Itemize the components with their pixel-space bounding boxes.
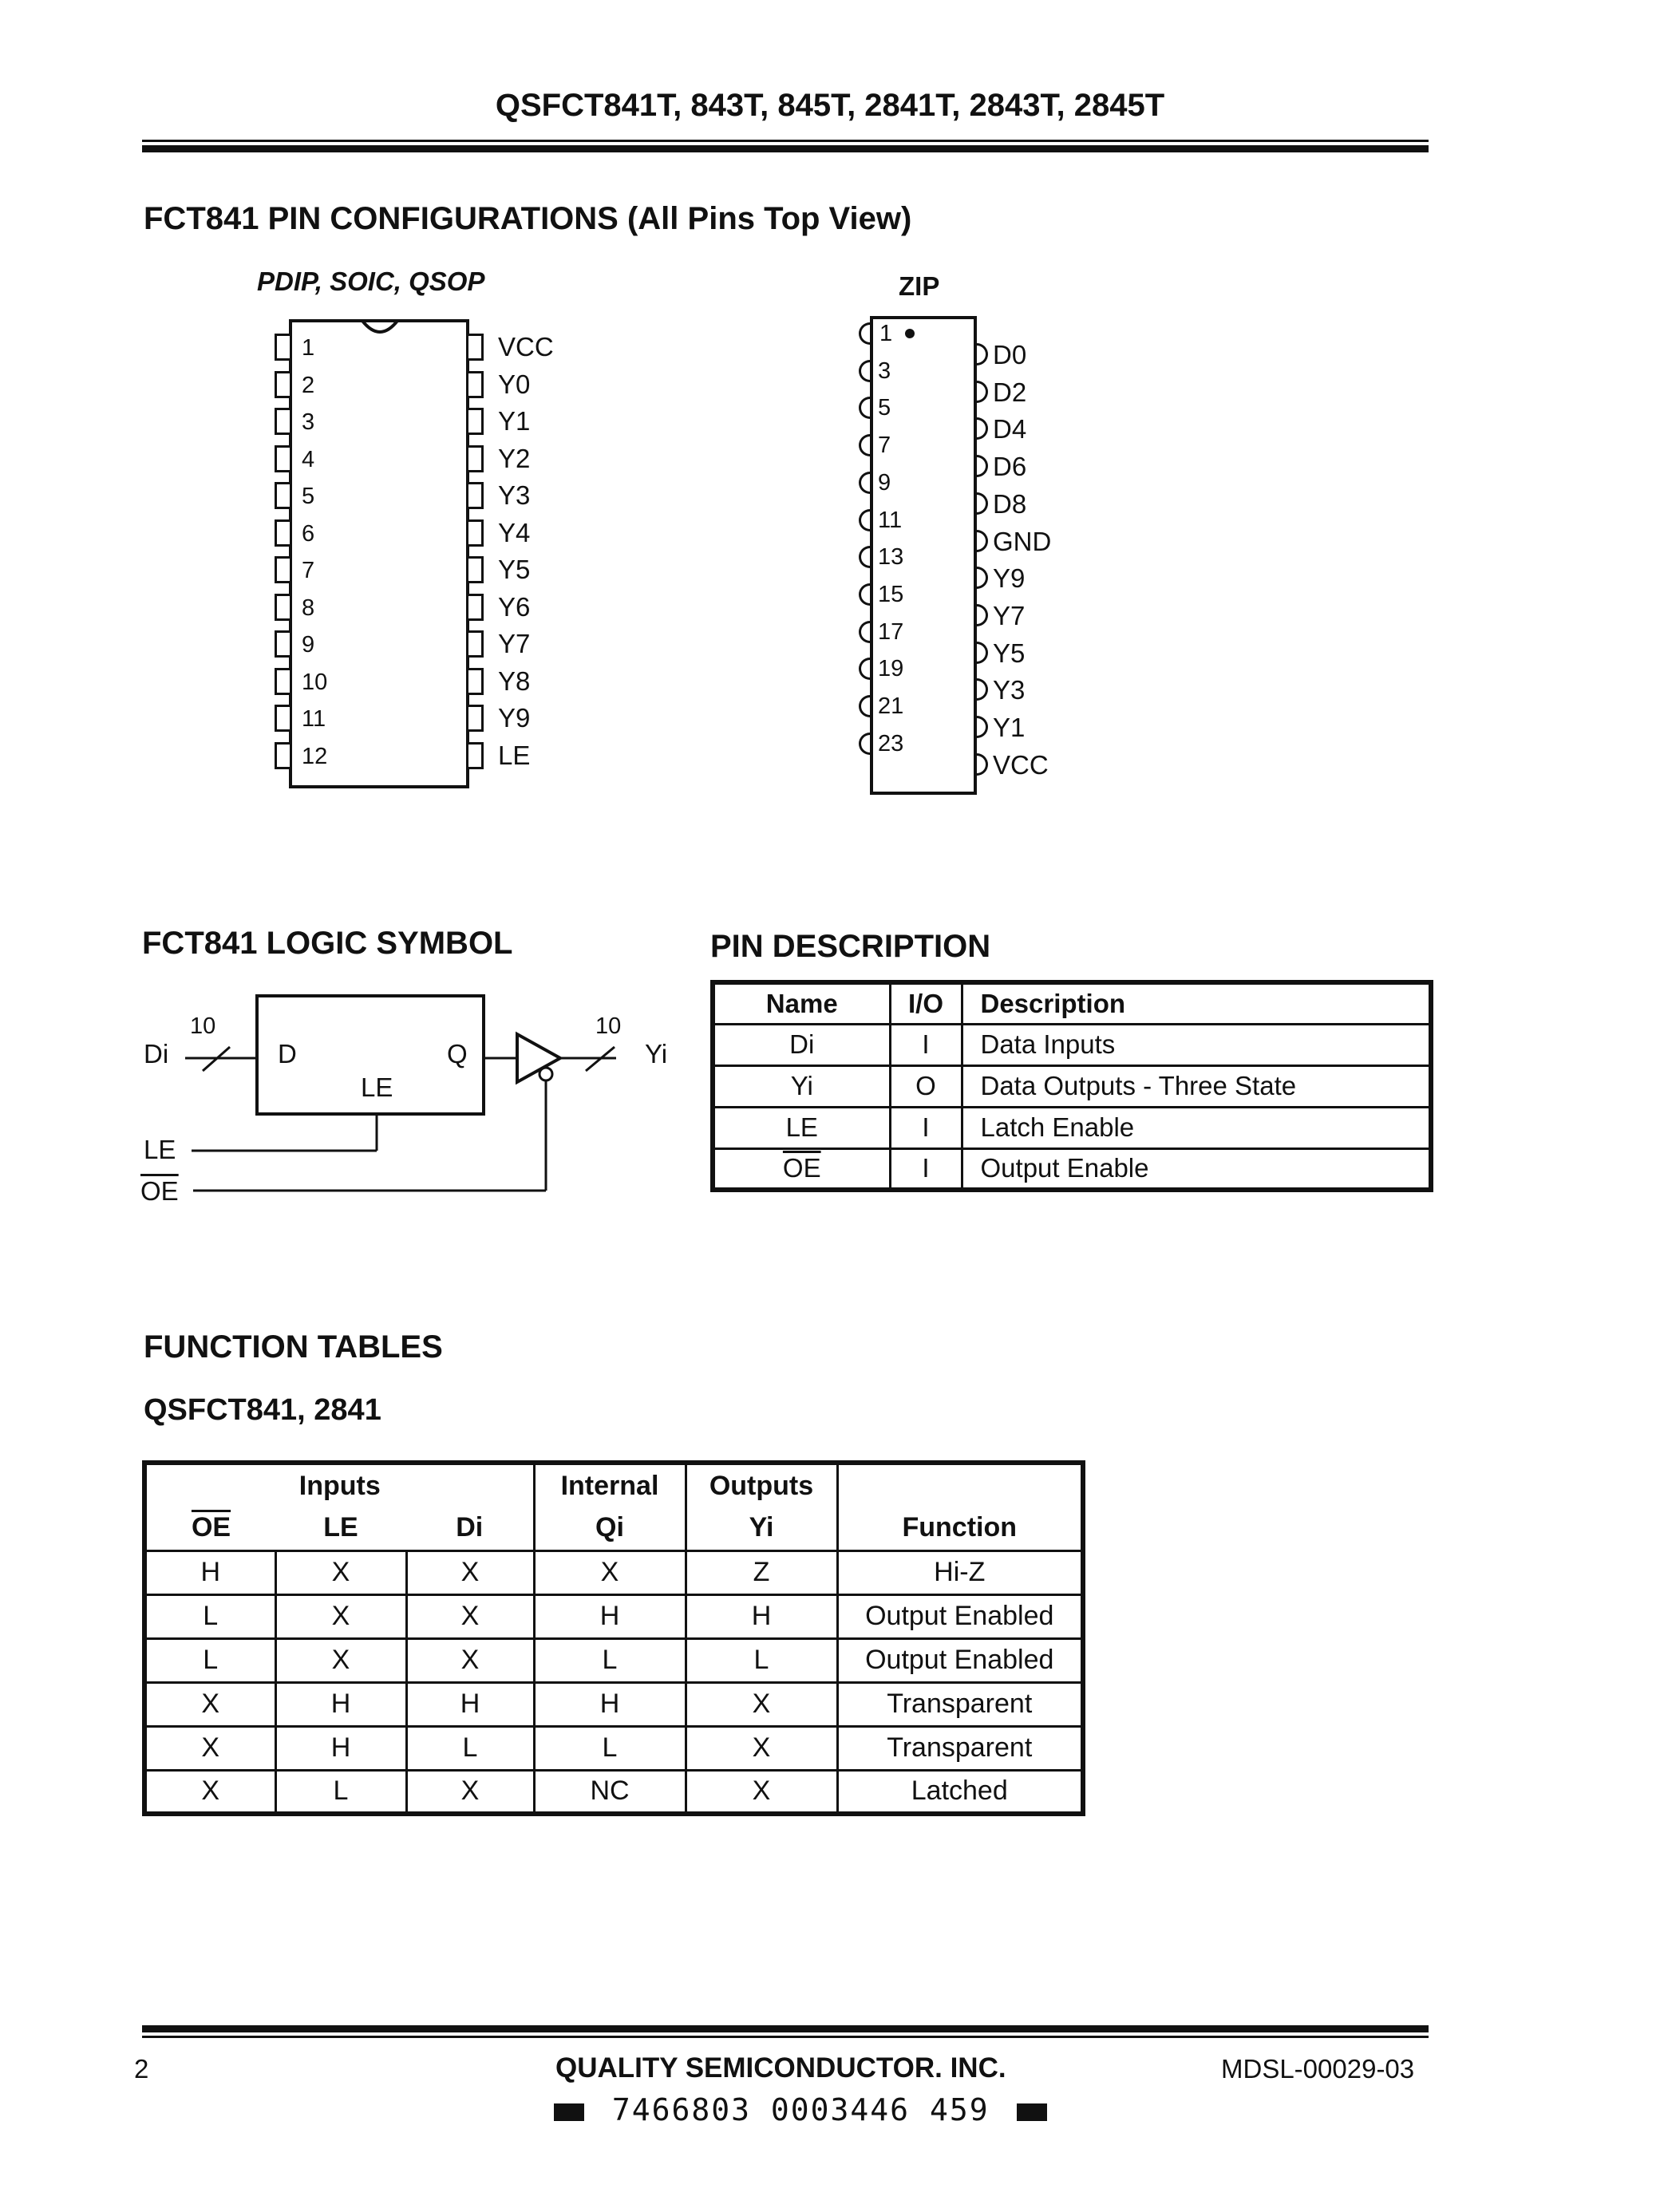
zip-pin-name-right: D6 xyxy=(993,452,1027,481)
zip-pin-semicircle-right xyxy=(977,678,988,701)
pin-config-title: FCT841 PIN CONFIGURATIONS (All Pins Top View) xyxy=(144,201,912,236)
zip-pin-semicircle-right xyxy=(977,455,988,477)
dip-pin-box-right xyxy=(466,445,484,472)
dip-pin-name-right: Y9 xyxy=(498,703,531,733)
zip-pin-semicircle-left xyxy=(859,695,870,717)
zip-pin-semicircle-right xyxy=(977,530,988,552)
zip-pin-name-right: D2 xyxy=(993,377,1027,407)
zip-pin-semicircle-left xyxy=(859,658,870,680)
dip-pin-box-left xyxy=(275,445,292,472)
pd-header-description: Description xyxy=(962,982,1431,1024)
ft-cell-le: L xyxy=(275,1770,406,1814)
pd-cell-io: I xyxy=(890,1148,962,1190)
ft-cell-function: Hi-Z xyxy=(837,1550,1083,1594)
dip-pin-box-right xyxy=(466,519,484,547)
dip-pin-box-right xyxy=(466,705,484,732)
ft-col-qi: Qi xyxy=(534,1507,686,1550)
zip-pin-name-right: D8 xyxy=(993,489,1027,519)
pd-cell-description: Data Inputs xyxy=(962,1024,1431,1065)
zip-pin-semicircle-left xyxy=(859,360,870,382)
pd-header-name: Name xyxy=(713,982,890,1024)
ft-cell-di: X xyxy=(406,1550,534,1594)
pd-cell-description: Data Outputs - Three State xyxy=(962,1065,1431,1107)
zip-pin-number-left: 15 xyxy=(878,582,904,607)
dip-pin-box-left xyxy=(275,334,292,361)
zip-package-label: ZIP xyxy=(899,271,940,301)
table-row xyxy=(144,1594,1083,1638)
barcode-block-left xyxy=(554,2103,584,2121)
dip-pin-name-right: Y6 xyxy=(498,592,531,622)
pd-cell-description: Output Enable xyxy=(962,1148,1431,1190)
zip-pin-number-left: 23 xyxy=(878,731,904,756)
header-rule-thin xyxy=(142,140,1429,142)
pd-cell-name: $\overline{OE}$ xyxy=(713,1148,890,1190)
ft-cell-di: H xyxy=(406,1682,534,1726)
function-table-group-header-row xyxy=(144,1463,1083,1507)
function-table-subtitle: QSFCT841, 2841 xyxy=(144,1393,381,1427)
dip-pin-box-left xyxy=(275,556,292,583)
ft-cell-qi: L xyxy=(534,1638,686,1682)
zip-pin-semicircle-right xyxy=(977,417,988,440)
footer-rule-thin xyxy=(142,2036,1429,2038)
footer-doc-id: MDSL-00029-03 xyxy=(1221,2054,1415,2084)
zip-pin-semicircle-right xyxy=(977,492,988,515)
ft-cell-le: H xyxy=(275,1682,406,1726)
zip-pin1-dot xyxy=(905,329,915,338)
buffer-enable-bubble xyxy=(540,1068,552,1080)
pd-cell-description: Latch Enable xyxy=(962,1107,1431,1148)
zip-pin-number-left: 17 xyxy=(878,619,904,645)
barcode-block-right xyxy=(1017,2103,1047,2121)
pd-cell-io: O xyxy=(890,1065,962,1107)
zip-pin-semicircle-right xyxy=(977,716,988,738)
zip-pin-number-left: 7 xyxy=(878,433,891,458)
dip-pin-name-right: Y0 xyxy=(498,369,531,399)
zip-pin-number-left: 5 xyxy=(878,395,891,421)
dip-pin-name-right: Y5 xyxy=(498,555,531,584)
table-row xyxy=(713,1024,1431,1065)
ft-cell-di: X xyxy=(406,1638,534,1682)
dip-pin-name-right: VCC xyxy=(498,332,554,361)
logic-bus-out-width: 10 xyxy=(595,1013,622,1039)
zip-pin-semicircle-left xyxy=(859,322,870,345)
footer-company: QUALITY SEMICONDUCTOR. INC. xyxy=(555,2052,1006,2084)
ft-cell-oe: X xyxy=(144,1770,275,1814)
dip-pin-box-right xyxy=(466,482,484,509)
zip-pin-semicircle-right xyxy=(977,381,988,403)
logic-q-label: Q xyxy=(447,1039,468,1068)
ft-col-yi: Yi xyxy=(686,1507,837,1550)
dip-pin-number-left: 5 xyxy=(302,484,315,509)
table-row xyxy=(144,1682,1083,1726)
ft-cell-qi: L xyxy=(534,1726,686,1770)
pin-description-table xyxy=(710,980,1433,1192)
dip-pin-number-left: 7 xyxy=(302,558,315,583)
logic-d-label: D xyxy=(278,1039,297,1068)
zip-pin-name-right: Y3 xyxy=(993,675,1026,705)
dip-pin-name-right: Y2 xyxy=(498,444,531,473)
dip-pin-box-left xyxy=(275,594,292,621)
zip-pin-semicircle-left xyxy=(859,434,870,456)
ft-col-function: Function xyxy=(837,1507,1083,1550)
pin-description-title: PIN DESCRIPTION xyxy=(710,929,991,964)
table-row xyxy=(144,1550,1083,1594)
logic-yi-label: Yi xyxy=(645,1039,668,1068)
ft-cell-oe: H xyxy=(144,1550,275,1594)
ft-group-outputs: Outputs xyxy=(686,1463,837,1507)
zip-pin-semicircle-right xyxy=(977,343,988,365)
zip-pin-name-right: Y9 xyxy=(993,563,1026,593)
dip-pin-number-left: 11 xyxy=(302,706,326,732)
ft-cell-function: Output Enabled xyxy=(837,1594,1083,1638)
dip-pin-number-left: 1 xyxy=(302,335,315,361)
dip-package-label: PDIP, SOIC, QSOP xyxy=(257,267,485,296)
zip-pin-number-left: 11 xyxy=(878,508,903,533)
dip-pin-box-right xyxy=(466,668,484,695)
ft-cell-qi: H xyxy=(534,1682,686,1726)
ft-group-inputs: Inputs xyxy=(144,1463,534,1507)
zip-pin-number-left: 1 xyxy=(879,321,893,346)
ft-cell-oe: X xyxy=(144,1726,275,1770)
function-table xyxy=(142,1460,1085,1816)
zip-pin-name-right: D4 xyxy=(993,414,1027,444)
function-tables-title: FUNCTION TABLES xyxy=(144,1329,443,1365)
ft-cell-qi: X xyxy=(534,1550,686,1594)
zip-pin-name-right: GND xyxy=(993,527,1052,556)
dip-pin-number-left: 4 xyxy=(302,447,315,472)
table-row xyxy=(713,1065,1431,1107)
footer-barcode xyxy=(554,2092,1047,2127)
dip-pin-box-right xyxy=(466,334,484,361)
dip-pin-number-left: 12 xyxy=(302,744,328,769)
ft-cell-function: Transparent xyxy=(837,1682,1083,1726)
ft-cell-di: L xyxy=(406,1726,534,1770)
table-row xyxy=(713,1148,1431,1190)
function-table-column-header-row xyxy=(144,1507,1083,1550)
ft-col-le: LE xyxy=(275,1507,406,1550)
dip-pin-box-left xyxy=(275,482,292,509)
ft-cell-oe: L xyxy=(144,1638,275,1682)
ft-cell-oe: L xyxy=(144,1594,275,1638)
dip-pin-box-left xyxy=(275,630,292,658)
dip-pin-name-right: Y4 xyxy=(498,518,531,547)
table-row xyxy=(713,1107,1431,1148)
zip-pin-semicircle-left xyxy=(859,733,870,755)
table-row xyxy=(144,1638,1083,1682)
pd-cell-name: Yi xyxy=(713,1065,890,1107)
zip-pin-semicircle-left xyxy=(859,583,870,606)
dip-pin-box-right xyxy=(466,556,484,583)
ft-cell-le: X xyxy=(275,1550,406,1594)
dip-pin-number-left: 10 xyxy=(302,670,328,695)
logic-oe-label: $\overline{OE}$ xyxy=(140,1176,179,1206)
zip-pin-semicircle-left xyxy=(859,472,870,494)
ft-cell-yi: L xyxy=(686,1638,837,1682)
document-header-title: QSFCT841T, 843T, 845T, 2841T, 2843T, 2845T xyxy=(495,88,1165,123)
logic-bus-in-width: 10 xyxy=(190,1013,216,1039)
zip-pin-number-left: 13 xyxy=(878,544,904,570)
ft-cell-le: X xyxy=(275,1594,406,1638)
ft-cell-oe: X xyxy=(144,1682,275,1726)
logic-di-label: Di xyxy=(144,1039,169,1068)
ft-col-di: Di xyxy=(406,1507,534,1550)
ft-cell-function: Transparent xyxy=(837,1726,1083,1770)
dip-pin-box-left xyxy=(275,519,292,547)
zip-pin-semicircle-right xyxy=(977,604,988,626)
ft-cell-di: X xyxy=(406,1594,534,1638)
dip-pin-box-right xyxy=(466,408,484,435)
table-row xyxy=(144,1770,1083,1814)
zip-pin-number-left: 21 xyxy=(878,693,904,719)
dip-pin-name-right: LE xyxy=(498,741,531,770)
dip-pin-box-right xyxy=(466,371,484,398)
zip-pin-name-right: D0 xyxy=(993,340,1027,369)
dip-pin-number-left: 6 xyxy=(302,521,315,547)
zip-pin-name-right: VCC xyxy=(993,750,1049,780)
ft-cell-function: Output Enabled xyxy=(837,1638,1083,1682)
header-rule-thick xyxy=(142,145,1429,152)
zip-pin-semicircle-right xyxy=(977,642,988,664)
dip-pin-name-right: Y8 xyxy=(498,666,531,696)
zip-pin-semicircle-left xyxy=(859,546,870,568)
pd-cell-io: I xyxy=(890,1107,962,1148)
pin-description-header-row xyxy=(713,982,1431,1024)
page-number: 2 xyxy=(134,2054,149,2084)
zip-pin-semicircle-right xyxy=(977,567,988,589)
zip-pin-number-left: 3 xyxy=(878,358,891,384)
pd-cell-name: LE xyxy=(713,1107,890,1148)
ft-cell-le: X xyxy=(275,1638,406,1682)
pd-cell-name: Di xyxy=(713,1024,890,1065)
ft-cell-yi: Z xyxy=(686,1550,837,1594)
dip-pin-box-right xyxy=(466,594,484,621)
ft-cell-yi: X xyxy=(686,1682,837,1726)
dip-pin-box-left xyxy=(275,705,292,732)
logic-le-box-label: LE xyxy=(361,1072,393,1102)
dip-pin-box-left xyxy=(275,668,292,695)
ft-col-oe: $\overline{OE}$ xyxy=(144,1507,275,1550)
logic-le-label: LE xyxy=(144,1135,176,1164)
footer-rule-thick xyxy=(142,2025,1429,2032)
pd-header-io: I/O xyxy=(890,982,962,1024)
zip-pin-name-right: Y7 xyxy=(993,601,1026,630)
dip-pin-name-right: Y1 xyxy=(498,406,531,436)
zip-pin-semicircle-left xyxy=(859,397,870,419)
zip-pin-name-right: Y1 xyxy=(993,713,1026,742)
zip-pin-number-left: 9 xyxy=(878,470,891,496)
dip-pin-number-left: 8 xyxy=(302,595,315,621)
zip-pin-semicircle-left xyxy=(859,509,870,531)
table-row xyxy=(144,1726,1083,1770)
dip-pin-number-left: 2 xyxy=(302,373,315,398)
zip-pin-semicircle-left xyxy=(859,621,870,643)
ft-cell-le: H xyxy=(275,1726,406,1770)
logic-symbol-title: FCT841 LOGIC SYMBOL xyxy=(142,926,513,961)
dip-pin-name-right: Y3 xyxy=(498,480,531,510)
dip-pin-number-left: 9 xyxy=(302,632,315,658)
dip-pin-box-left xyxy=(275,742,292,769)
zip-pin-semicircle-right xyxy=(977,753,988,776)
ft-cell-yi: X xyxy=(686,1770,837,1814)
zip-pin-name-right: Y5 xyxy=(993,638,1026,668)
ft-group-internal: Internal xyxy=(534,1463,686,1507)
ft-group-function-blank xyxy=(837,1463,1083,1507)
ft-cell-qi: NC xyxy=(534,1770,686,1814)
ft-cell-function: Latched xyxy=(837,1770,1083,1814)
dip-pin-box-right xyxy=(466,630,484,658)
ft-cell-yi: X xyxy=(686,1726,837,1770)
dip-pin-box-left xyxy=(275,408,292,435)
dip-pin-box-right xyxy=(466,742,484,769)
zip-pin-number-left: 19 xyxy=(878,656,904,681)
ft-cell-yi: H xyxy=(686,1594,837,1638)
ft-cell-di: X xyxy=(406,1770,534,1814)
pd-cell-io: I xyxy=(890,1024,962,1065)
dip-pin-name-right: Y7 xyxy=(498,629,531,658)
ft-cell-qi: H xyxy=(534,1594,686,1638)
dip-notch xyxy=(361,319,399,338)
barcode-text: 7466803 0003446 459 xyxy=(611,2092,990,2127)
dip-pin-box-left xyxy=(275,371,292,398)
dip-pin-number-left: 3 xyxy=(302,409,315,435)
